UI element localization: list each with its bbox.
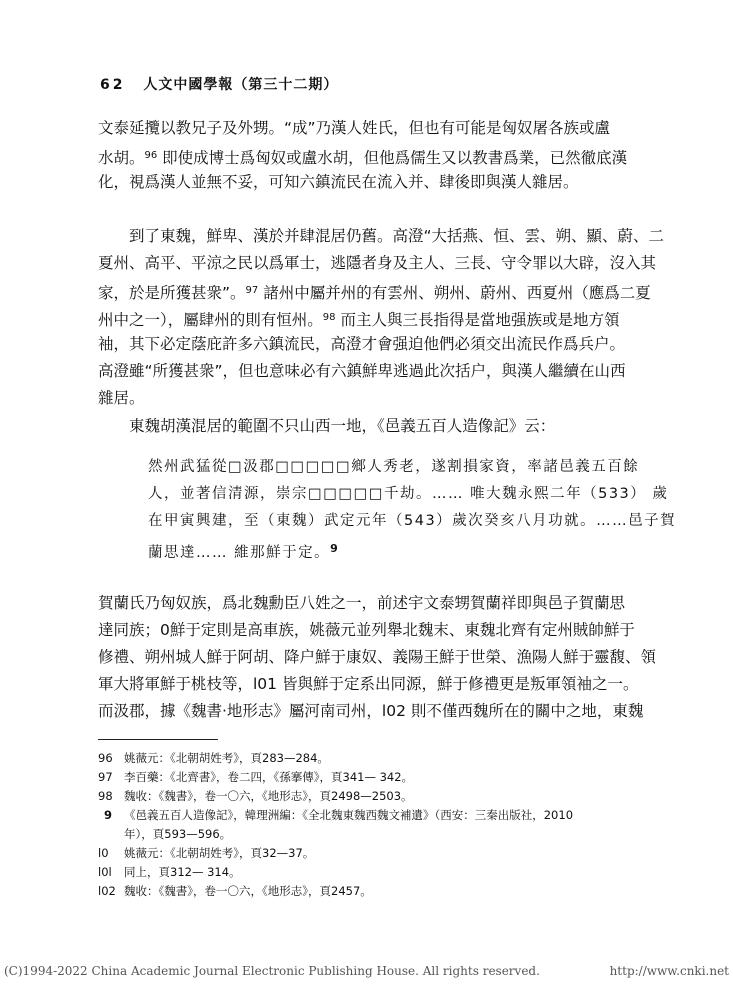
text-line: 夏州、高平、平涼之民以爲軍士，逃隱者身及主人、三長、守令罪以大辟，沒入其 [98,254,657,272]
text-line: 賀蘭氏乃匈奴族，爲北魏勳臣八姓之一，前述宇文泰甥賀蘭祥即與邑子賀蘭思 [98,594,626,612]
footnote [98,882,638,901]
text-span: 水胡。 [98,149,145,167]
quote-line [148,535,638,562]
text-line: 到了東魏，鮮卑、漢於并肆混居仍舊。高澄“大括燕、恒、雲、朔、顯、蔚、二 [129,227,665,245]
paragraph-4 [98,590,657,725]
running-header [100,74,338,94]
footnote-continuation [98,825,638,844]
footnote-number [98,825,124,844]
text-span: 即使成博士爲匈奴或盧水胡，但他爲儒生又以教書爲業，已然徹底漢 [157,149,628,167]
text-line: 雜居。 [98,389,145,407]
text-span: 而主人與三長指得是當地强族或是地方領 [340,311,620,329]
footnote-text: 魏收：《魏書》，卷一〇六，《地形志》，頁2457。 [124,884,372,898]
text-line [98,304,638,331]
footnote [98,768,638,787]
paragraph-1 [98,115,638,196]
footnote [98,844,638,863]
footnote-text: 《邑義五百人造像記》，韓理洲編：《全北魏東魏西魏文補遺》（西安：三秦出版社，2010 [124,808,574,822]
text-line: 化，視爲漢人並無不妥，可知六鎮流民在流入并、肆後即與漢人雜居。 [98,173,579,191]
footnote-number: l0 [98,846,109,860]
footnote-text: 同上，頁312— 314。 [124,865,241,879]
footnote-text: 魏收：《魏書》，卷一〇六，《地形志》，頁2498—2503。 [124,789,413,803]
copyright-text: (C)1994-2022 China Academic Journal Electronic Publishing House. All rights reserved. [4,964,540,978]
text-line: 高澄雖“所獲甚衆”，但也意味必有六鎮鮮卑逃過此次括户，與漢人繼續在山西 [98,362,626,380]
text-span: 蘭思達…… 維那鮮于定。 [148,545,331,561]
text-span: 家，於是所獲甚衆”。 [98,284,246,302]
text-line: 達同族；0鮮于定則是高車族，姚薇元並列舉北魏末、東魏北齊有定州賊帥鮮于 [98,621,635,639]
text-line [98,142,638,169]
footnote-ref-9[interactable]: 9 [330,542,340,555]
footnote [98,749,638,768]
footnote-number: 97 [98,770,113,784]
copyright-footer [4,964,729,978]
footnote-number: 98 [98,789,113,803]
block-quote [148,454,677,562]
text-line: 修禮、朔州城人鮮于阿胡、降户鮮于康奴、義陽王鮮于世榮、漁陽人鮮于靈馥、領 [98,648,657,666]
footnotes [98,749,638,901]
footnote-number: 9 [104,808,113,822]
footnote-text: 姚薇元：《北朝胡姓考》，頁283—284。 [124,751,329,765]
quote-line: 然州武猛從□汲郡□□□□□鄉人秀老，遂割損家資，率諸邑義五百餘 [148,459,640,475]
cnki-link[interactable]: http://www.cnki.net [609,964,729,978]
footnote-ref-98[interactable]: 98 [322,312,336,323]
footnote-text: 李百藥：《北齊書》，卷二四，《孫搴傳》，頁341— 342。 [124,770,414,784]
footnote-number: l02 [98,884,116,898]
footnote-number: l0l [98,865,112,879]
text-line: 東魏胡漢混居的範圍不只山西一地，《邑義五百人造像記》云： [129,417,556,435]
footnote [98,806,638,825]
text-line: 文泰延攬以教兄子及外甥。“成”乃漢人姓氏，但也有可能是匈奴屠各族或盧 [98,119,611,137]
footnote-text: 姚薇元：《北朝胡姓考》，頁32—37。 [124,846,315,860]
paragraph-2 [98,223,665,412]
footnote-ref-96[interactable]: 96 [144,150,158,161]
quote-line: 在甲寅興建，至（東魏）武定元年（543）歲次癸亥八月功就。……邑子賀 [148,513,677,529]
footnote-divider [98,739,218,740]
text-line: 袖，其下必定蔭庇許多六鎮流民，高澄才會强迫他們必須交出流民作爲兵户。 [98,335,626,353]
page-number: 62 [100,77,126,93]
footnote-ref-97[interactable]: 97 [245,285,259,296]
quote-line: 人，並著信清源，崇宗□□□□□千劫。…… 唯大魏永熙二年（533） 歲 [148,486,669,502]
footnote-number: 96 [98,751,113,765]
footnote [98,863,638,882]
text-line: 而汲郡，據《魏書·地形志》屬河南司州，l02 則不僅西魏所在的關中之地，東魏 [98,702,644,720]
footnote [98,787,638,806]
paragraph-3 [98,413,638,440]
text-span: 諸州中屬并州的有雲州、朔州、蔚州、西夏州（應爲二夏 [263,284,651,302]
text-line: 軍大將軍鮮于桃枝等，l01 皆與鮮于定系出同源，鮮于修禮更是叛軍領袖之一。 [98,675,639,693]
journal-title: 人文中國學報（第三十二期） [143,77,339,93]
text-line [98,277,651,304]
text-span: 州中之一），屬肆州的則有恒州。 [98,311,323,329]
footnote-text: 年），頁593—596。 [124,827,232,841]
